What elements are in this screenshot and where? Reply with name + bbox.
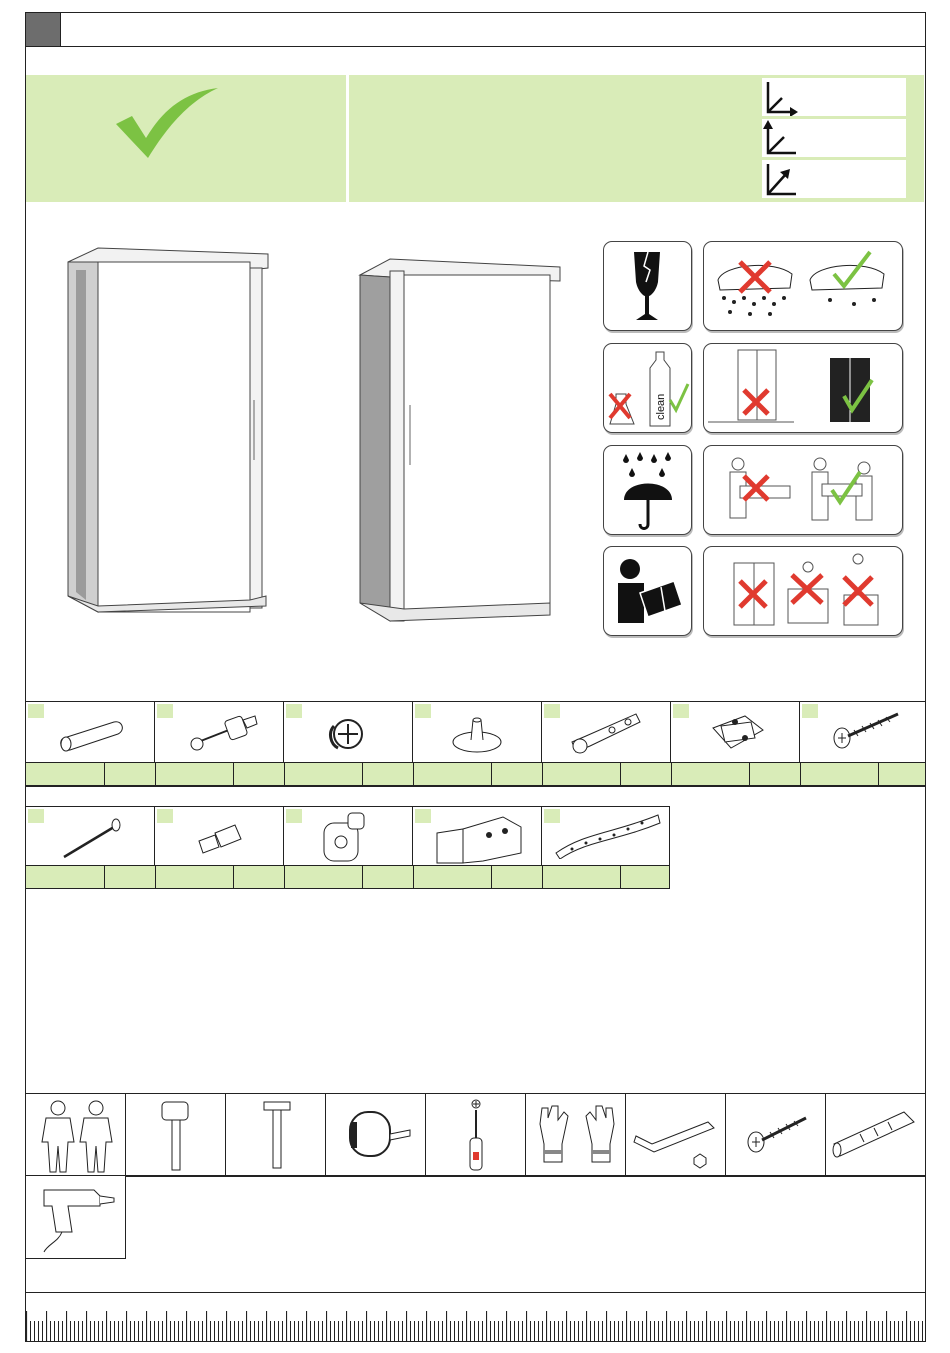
- cleaning-agent-icon: [604, 344, 691, 432]
- tool-hammer: [225, 1093, 326, 1176]
- cam-bolt-icon: [189, 714, 259, 754]
- shelf-support-icon: [195, 821, 245, 857]
- tape-measure-icon: [346, 1104, 416, 1164]
- checkmark-icon: [112, 86, 222, 160]
- hardware-item-cam-bolt: [154, 701, 284, 763]
- screw-icon: [746, 1112, 810, 1156]
- hardware-item-shelf-support: [154, 806, 284, 866]
- tool-mallet: [125, 1093, 226, 1176]
- item-badge: [28, 809, 44, 823]
- fragile-panel: [603, 241, 692, 331]
- wall-plug-icon: [830, 1108, 920, 1160]
- wardrobe-placement-panel: [703, 343, 903, 433]
- hardware-item-cam-lock: [283, 701, 413, 763]
- phillips-screwdriver-icon: [464, 1098, 488, 1174]
- perforated-strap-icon: [554, 813, 662, 859]
- width-dimension-box: [762, 78, 906, 116]
- no-climbing-panel: [703, 546, 903, 636]
- width-arrow-icon: [762, 78, 802, 116]
- door-stop-icon: [318, 811, 378, 863]
- cleaning-panel: [603, 343, 692, 433]
- height-dimension-box: [762, 119, 906, 157]
- hardware-row-2-quantities: [25, 865, 670, 889]
- corner-divider: [60, 13, 61, 46]
- depth-arrow-icon: [762, 160, 802, 198]
- no-climbing-icon: [704, 547, 902, 635]
- wood-screw-icon: [830, 710, 902, 750]
- gloves-icon: [534, 1104, 620, 1166]
- power-drill-icon: [38, 1182, 118, 1256]
- hex-key-icon: [632, 1106, 722, 1172]
- tools-row: [25, 1093, 926, 1177]
- tool-gloves: [525, 1093, 626, 1176]
- info-band-divider: [346, 75, 349, 202]
- header-divider: [25, 46, 926, 47]
- tool-screwdriver: [425, 1093, 526, 1176]
- dowel-icon: [56, 720, 126, 752]
- item-badge: [286, 704, 302, 718]
- hinge-icon: [566, 708, 646, 758]
- item-badge: [157, 809, 173, 823]
- hardware-row-1: [25, 701, 926, 763]
- soft-surface-icon: [704, 242, 902, 330]
- hardware-item-screw: [799, 701, 926, 763]
- item-badge: [544, 704, 560, 718]
- cabinet-left-door-illustration: [50, 240, 280, 630]
- soft-surface-panel: [703, 241, 903, 331]
- tool-power-drill: [25, 1175, 126, 1259]
- tool-two-people: [25, 1093, 126, 1176]
- nail-icon: [60, 817, 130, 861]
- tool-screw: [725, 1093, 826, 1176]
- hinge-plate-icon: [705, 708, 769, 758]
- angle-bracket-icon: [433, 809, 523, 865]
- hardware-item-hinge: [541, 701, 671, 763]
- item-badge: [28, 704, 44, 718]
- measurement-ruler: [26, 1293, 925, 1341]
- item-badge: [544, 809, 560, 823]
- cam-lock-icon: [324, 712, 374, 756]
- svg-text:clean: clean: [655, 393, 667, 420]
- two-person-assembly-icon: [704, 446, 902, 534]
- hardware-item-nail: [25, 806, 155, 866]
- tool-wall-plug: [825, 1093, 926, 1176]
- item-badge: [802, 704, 818, 718]
- hardware-row-2: [25, 806, 670, 866]
- bumper-pad-icon: [449, 712, 505, 756]
- rubber-mallet-icon: [156, 1100, 196, 1172]
- item-badge: [415, 704, 431, 718]
- item-badge: [673, 704, 689, 718]
- item-badge: [157, 704, 173, 718]
- hardware-item-bumper: [412, 701, 542, 763]
- umbrella-rain-icon: [604, 446, 691, 534]
- item-badge: [415, 809, 431, 823]
- hardware-separator: [25, 786, 926, 787]
- two-person-panel: [703, 445, 903, 535]
- hardware-item-angle-bracket: [412, 806, 542, 866]
- fragile-glass-icon: [604, 242, 691, 330]
- hammer-icon: [262, 1100, 292, 1172]
- hardware-row-1-quantities: [25, 762, 926, 786]
- hardware-item-strap: [541, 806, 670, 866]
- hardware-item-door-stop: [283, 806, 413, 866]
- hardware-item-dowel: [25, 701, 155, 763]
- tool-hex-key: [625, 1093, 726, 1176]
- read-instructions-panel: [603, 546, 692, 636]
- cabinet-right-door-illustration: [340, 255, 570, 635]
- tool-tape-measure: [325, 1093, 426, 1176]
- height-arrow-icon: [762, 119, 802, 157]
- depth-dimension-box: [762, 160, 906, 198]
- two-people-icon: [36, 1098, 118, 1174]
- step-corner-badge: [26, 13, 60, 46]
- rain-panel: [603, 445, 692, 535]
- wardrobe-placement-icon: [704, 344, 902, 432]
- read-instructions-icon: [604, 547, 691, 635]
- item-badge: [286, 809, 302, 823]
- hardware-item-hinge-plate: [670, 701, 800, 763]
